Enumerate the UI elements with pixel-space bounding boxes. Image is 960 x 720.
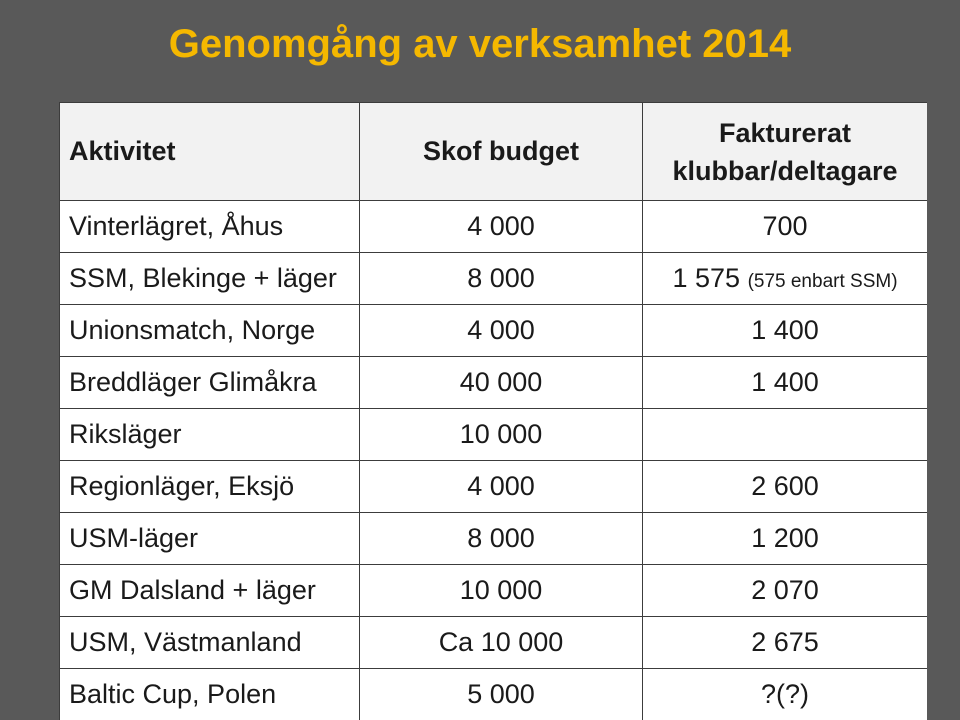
cell-activity: USM, Västmanland (60, 617, 360, 669)
cell-budget: 40 000 (360, 357, 643, 409)
table-row (60, 461, 928, 513)
invoiced-note: (575 enbart SSM) (747, 271, 898, 292)
table-row (60, 201, 928, 253)
invoiced-value: 700 (762, 211, 808, 241)
cell-budget: 4 000 (360, 201, 643, 253)
invoiced-value: 1 200 (751, 523, 819, 553)
cell-invoiced (643, 617, 928, 669)
invoiced-value: 1 400 (751, 367, 819, 397)
table-row (60, 305, 928, 357)
cell-budget: 8 000 (360, 513, 643, 565)
cell-activity: Vinterlägret, Åhus (60, 201, 360, 253)
cell-budget: 10 000 (360, 409, 643, 461)
header-invoiced-line2: klubbar/deltagare (672, 155, 898, 186)
invoiced-value: 2 675 (751, 627, 819, 657)
table-header-row (60, 103, 928, 201)
cell-activity: GM Dalsland + läger (60, 565, 360, 617)
cell-invoiced (643, 305, 928, 357)
activity-table-container (59, 102, 927, 720)
cell-invoiced (643, 669, 928, 720)
invoiced-value: 2 600 (751, 471, 819, 501)
activity-budget-table (59, 102, 927, 720)
invoiced-value: 2 070 (751, 575, 819, 605)
invoiced-value: ?(?) (760, 679, 809, 709)
cell-budget: 4 000 (360, 305, 643, 357)
header-invoiced-line1: Fakturerat (718, 117, 852, 148)
table-row (60, 565, 928, 617)
table-row (60, 669, 928, 720)
header-activity: Aktivitet (60, 103, 360, 201)
cell-budget: 8 000 (360, 253, 643, 305)
cell-activity: Regionläger, Eksjö (60, 461, 360, 513)
cell-activity: Breddläger Glimåkra (60, 357, 360, 409)
cell-activity: SSM, Blekinge + läger (60, 253, 360, 305)
cell-invoiced (643, 409, 928, 461)
slide-title: Genomgång av verksamhet 2014 (168, 22, 792, 66)
table-row (60, 513, 928, 565)
cell-activity: Riksläger (60, 409, 360, 461)
table-body (60, 201, 928, 720)
cell-budget: 4 000 (360, 461, 643, 513)
table-row (60, 357, 928, 409)
table-row (60, 409, 928, 461)
cell-invoiced (643, 513, 928, 565)
table-row (60, 253, 928, 305)
cell-invoiced (643, 357, 928, 409)
cell-invoiced (643, 201, 928, 253)
cell-activity: Baltic Cup, Polen (60, 669, 360, 720)
header-invoiced (643, 103, 928, 201)
invoiced-value: 1 575 (672, 263, 741, 293)
cell-budget: 5 000 (360, 669, 643, 720)
table-row (60, 617, 928, 669)
cell-invoiced (643, 253, 928, 305)
invoiced-value: 1 400 (751, 315, 819, 345)
cell-invoiced (643, 461, 928, 513)
cell-invoiced (643, 565, 928, 617)
cell-budget: Ca 10 000 (360, 617, 643, 669)
cell-activity: Unionsmatch, Norge (60, 305, 360, 357)
cell-activity: USM-läger (60, 513, 360, 565)
header-budget: Skof budget (360, 103, 643, 201)
cell-budget: 10 000 (360, 565, 643, 617)
